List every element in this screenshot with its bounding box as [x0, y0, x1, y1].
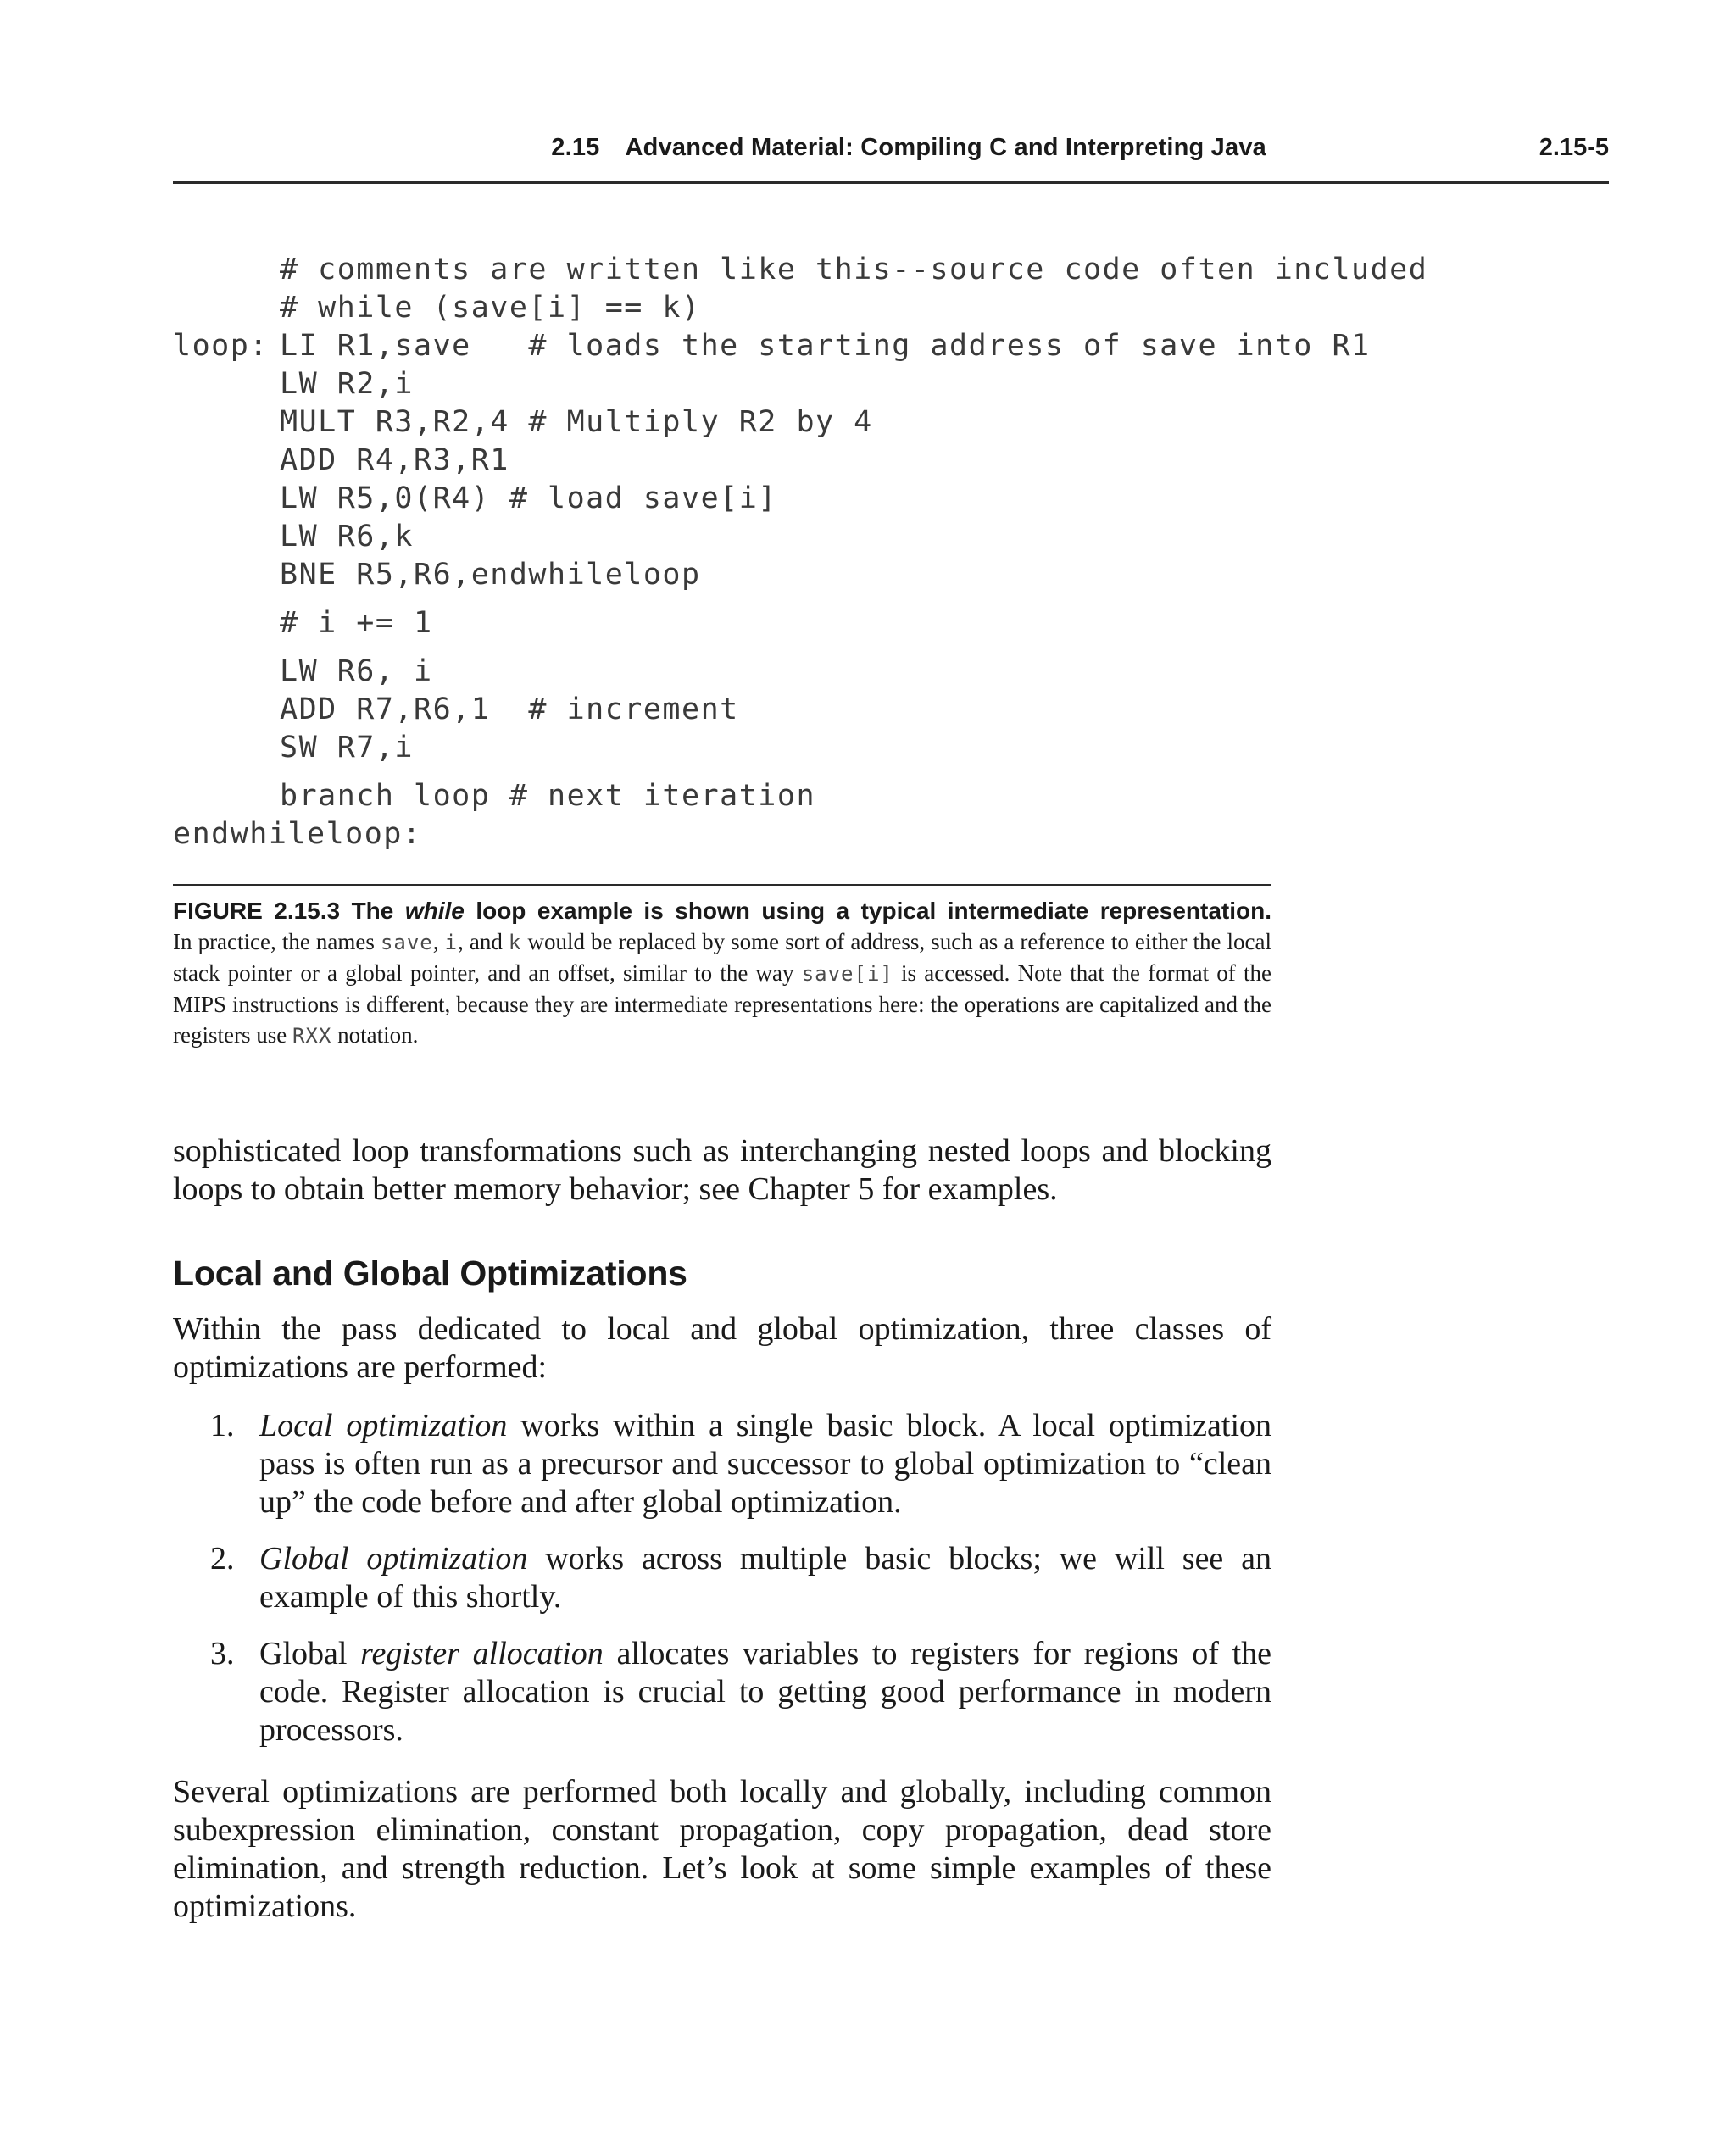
optimization-list: [173, 1407, 1271, 1768]
list-number: 1.: [210, 1408, 235, 1443]
code-line: [173, 251, 1428, 289]
code-text: LI R1,save # loads the starting address of save into R1: [280, 329, 1371, 363]
code-line: [173, 556, 1271, 594]
list-text: works within a single basic block. A local optimization pass is often run as a precursor and successor to global optimization to “clean up” the code before and after global optimization.: [259, 1408, 1271, 1520]
code-line: [173, 327, 1371, 365]
caption-code: save[i]: [801, 962, 893, 986]
figure-label-suffix: loop example is shown using a typical intermediate representation.: [464, 898, 1271, 924]
code-label: loop:: [173, 329, 269, 363]
body-paragraph: Several optimizations are performed both locally and globally, including common subexpression elimination, constant propagation, copy propagation, dead store elimination, and strength reduction. Let’s look at some simple examples of these optimizations.: [173, 1774, 1271, 1924]
list-text: allocates variables to registers for regions of the code. Register allocation is crucial to getting good performance in modern processors.: [259, 1636, 1271, 1748]
code-text: LW R6, i: [280, 654, 433, 688]
caption-text: In practice, the names: [173, 929, 381, 954]
code-text: branch loop # next iteration: [280, 779, 816, 813]
caption-text: ,: [432, 929, 445, 954]
code-text: LW R6,k: [280, 520, 415, 553]
code-line: [173, 518, 1271, 556]
caption-text: would be replaced by some sort of address, such as a reference to either the local stack pointer or a global pointer, and an offset, similar to the way: [173, 929, 1272, 986]
list-item: [173, 1635, 1271, 1749]
code-text: BNE R5,R6,endwhileloop: [280, 558, 701, 592]
caption-code: save: [380, 931, 433, 954]
figure-label-italic: while: [404, 898, 465, 924]
caption-code: k: [508, 931, 522, 954]
code-line: [173, 442, 1271, 480]
code-text: SW R7,i: [280, 731, 415, 765]
caption-code: RXX: [292, 1024, 332, 1048]
list-text: works across multiple basic blocks; we will see an example of this shortly.: [259, 1541, 1271, 1615]
code-text: # i += 1: [280, 606, 433, 640]
code-line: [173, 604, 1271, 642]
caption-text: notation.: [331, 1022, 419, 1048]
list-term: Global optimization: [259, 1541, 528, 1577]
page-number: 2.15-5: [1538, 134, 1609, 161]
body-paragraph: Within the pass dedicated to local and global optimization, three classes of optimizations are performed:: [173, 1311, 1271, 1385]
list-item: [173, 1540, 1271, 1616]
section-number: 2.15: [551, 134, 600, 161]
figure-caption: [173, 884, 1271, 1051]
body-paragraph: sophisticated loop transformations such as interchanging nested loops and blocking loops to obtain better memory behavior; see Chapter 5 for examples.: [173, 1133, 1271, 1207]
code-label: endwhileloop:: [173, 817, 422, 851]
running-header: [173, 127, 1609, 184]
code-line: [173, 653, 1271, 691]
list-item: [173, 1407, 1271, 1521]
code-line: [173, 729, 1271, 767]
code-text: ADD R4,R3,R1: [280, 443, 509, 477]
code-line: [173, 403, 1271, 442]
list-text: Global: [259, 1636, 361, 1671]
list-number: 3.: [210, 1636, 235, 1671]
list-term: Local optimization: [259, 1408, 508, 1443]
caption-code: i: [444, 931, 459, 954]
code-text: LW R2,i: [280, 367, 415, 401]
code-line: [173, 777, 1271, 815]
code-text: # comments are written like this--source code often included: [280, 253, 1428, 286]
code-text: ADD R7,R6,1 # increment: [280, 692, 739, 726]
code-text: MULT R3,R2,4 # Multiply R2 by 4: [280, 405, 873, 439]
code-line: [173, 480, 1271, 518]
list-number: 2.: [210, 1541, 235, 1577]
code-listing: [173, 251, 1428, 854]
section-title: Advanced Material: Compiling C and Interpreting Java: [625, 134, 1266, 161]
caption-text: , and: [458, 929, 509, 954]
code-line: [173, 691, 1271, 729]
code-line: [173, 815, 1271, 854]
figure-label-prefix: FIGURE 2.15.3 The: [173, 898, 405, 924]
figure-label: [173, 898, 1271, 924]
caption-text: is accessed. Note that the format of the MIPS instructions is different, because they are intermediate representations here: the operations are capitalized and the registers use: [173, 960, 1271, 1048]
code-text: # while (save[i] == k): [280, 291, 701, 325]
code-line: [173, 365, 1271, 403]
list-term: register allocation: [360, 1636, 604, 1671]
section-heading: Local and Global Optimizations: [173, 1254, 687, 1293]
code-text: LW R5,0(R4) # load save[i]: [280, 481, 777, 515]
code-line: [173, 289, 1271, 327]
running-header-title: [551, 134, 1266, 162]
